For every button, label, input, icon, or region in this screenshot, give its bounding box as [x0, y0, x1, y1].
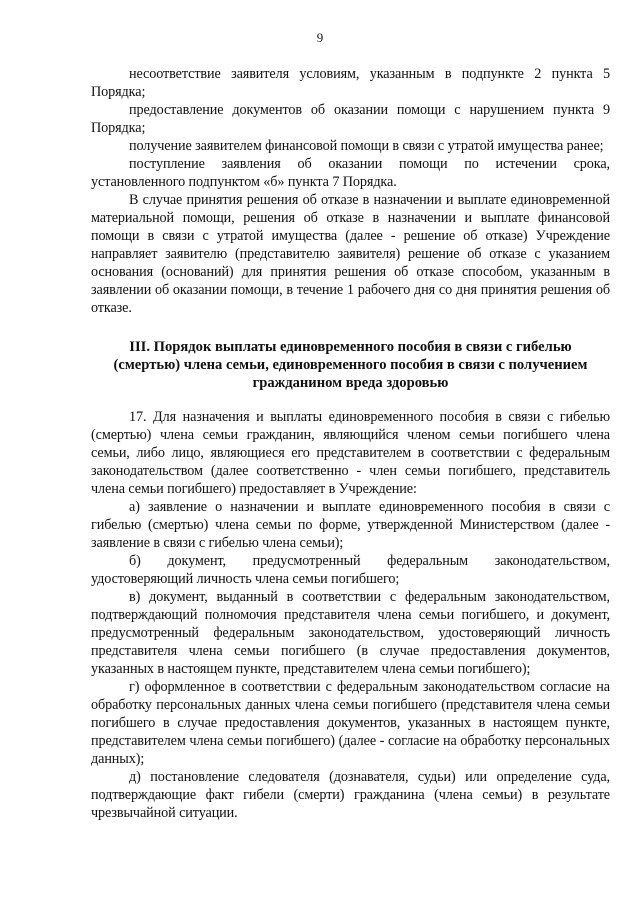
paragraph-item-17: 17. Для назначения и выплаты единовременного пособия в связи с гибелью (смертью) члена семьи гражданин, являющийся членом семьи погибшего члена семьи, либо лицо, являющиеся его представителем в соответствии с федеральным законодательством (далее соответственно - член семьи погибшего, представитель члена семьи погибшего) предоставляет в Учреждение: — [91, 409, 610, 497]
top-text-block — [91, 65, 610, 317]
section-heading-line-1: III. Порядок выплаты единовременного пособия в связи с гибелью — [129, 339, 572, 355]
paragraph-subitem-d: д) постановление следователя (дознавателя, судьи) или определение суда, подтверждающие факт гибели (смерти) гражданина (члена семьи) в результате чрезвычайной ситуации. — [91, 769, 610, 821]
paragraph-documents-violation: предоставление документов об оказании помощи с нарушением пункта 9 Порядка; — [91, 102, 610, 136]
paragraph-deadline-expired: поступление заявления об оказании помощи по истечении срока, установленного подпунктом «б» пункта 7 Порядка. — [91, 156, 610, 190]
paragraph-subitem-g: г) оформленное в соответствии с федеральным законодательством согласие на обработку персональных данных члена семьи погибшего (представителя члена семьи погибшего в случае предоставления документов, указанных в настоящем пункте, представителем члена семьи погибшего) (далее - согласие на обработку персональных данных); — [91, 679, 610, 767]
section-heading-line-2: (смертью) члена семьи, единовременного пособия в связи с получением — [113, 357, 588, 373]
paragraph-previous-assistance: получение заявителем финансовой помощи в связи с утратой имущества ранее; — [129, 138, 604, 154]
section-heading — [91, 338, 610, 392]
paragraph-subitem-v: в) документ, выданный в соответствии с федеральным законодательством, подтверждающий полномочия представителя члена семьи погибшего, и документ, предусмотренный федеральным законодательством, удостоверяющий личность представителя члена семьи погибшего (в случае предоставления документов, указанных в настоящем пункте, представителем члена семьи погибшего); — [91, 589, 610, 677]
section-heading-line-3: гражданином вреда здоровью — [252, 375, 449, 391]
bottom-text-block — [91, 408, 610, 822]
paragraph-condition-mismatch: несоответствие заявителя условиям, указанным в подпункте 2 пункта 5 Порядка; — [91, 66, 610, 100]
paragraph-subitem-b: б) документ, предусмотренный федеральным законодательством, удостоверяющий личность члена семьи погибшего; — [91, 553, 610, 587]
page-number: 9 — [316, 30, 324, 45]
paragraph-subitem-a: а) заявление о назначении и выплате единовременного пособия в связи с гибелью (смертью) члена семьи по форме, утвержденной Министерством (далее - заявление в связи с гибелью члена семьи); — [91, 499, 610, 551]
paragraph-refusal-decision: В случае принятия решения об отказе в назначении и выплате единовременной материальной помощи, решения об отказе в назначении и выплате финансовой помощи в связи с утратой имущества (далее - решение об отказе) Учреждение направляет заявителю (представителю заявителя) решение об отказе с указанием основания (оснований) для принятия решения об отказе способом, указанным в заявлении об оказании помощи, в течение 1 рабочего дня со дня принятия решения об отказе. — [91, 192, 610, 316]
